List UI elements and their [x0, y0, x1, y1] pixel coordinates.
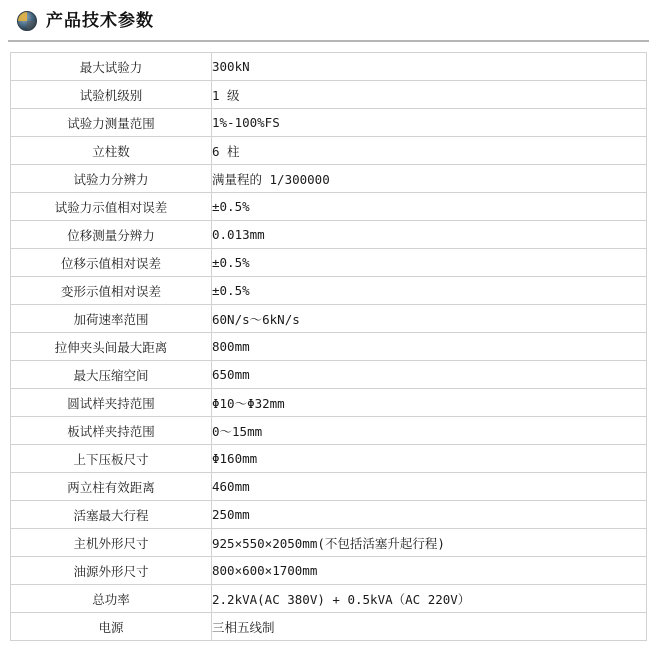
spec-value: 800×600×1700mm — [212, 557, 647, 585]
spec-label: 试验力示值相对误差 — [11, 193, 212, 221]
spec-value: 1%-100%FS — [212, 109, 647, 137]
sphere-bullet-icon — [16, 10, 38, 32]
spec-value: 250mm — [212, 501, 647, 529]
spec-value: 460mm — [212, 473, 647, 501]
table-row — [11, 81, 647, 109]
spec-label: 加荷速率范围 — [11, 305, 212, 333]
spec-value: Φ160mm — [212, 445, 647, 473]
table-row — [11, 137, 647, 165]
spec-value: 800mm — [212, 333, 647, 361]
page-title: 产品技术参数 — [46, 11, 154, 30]
table-row — [11, 473, 647, 501]
table-row — [11, 361, 647, 389]
table-row — [11, 109, 647, 137]
spec-value: 925×550×2050mm(不包括活塞升起行程) — [212, 529, 647, 557]
table-row — [11, 585, 647, 613]
spec-value: 2.2kVA(AC 380V) + 0.5kVA（AC 220V） — [212, 585, 647, 613]
table-row — [11, 221, 647, 249]
spec-label: 两立柱有效距离 — [11, 473, 212, 501]
table-row — [11, 53, 647, 81]
spec-value: ±0.5% — [212, 277, 647, 305]
spec-label: 主机外形尺寸 — [11, 529, 212, 557]
spec-label: 最大试验力 — [11, 53, 212, 81]
spec-value: 0.013mm — [212, 221, 647, 249]
table-row — [11, 193, 647, 221]
spec-value: 650mm — [212, 361, 647, 389]
spec-label: 变形示值相对误差 — [11, 277, 212, 305]
spec-label: 电源 — [11, 613, 212, 641]
spec-value: 0～15mm — [212, 417, 647, 445]
spec-value: Φ10～Φ32mm — [212, 389, 647, 417]
spec-value: 300kN — [212, 53, 647, 81]
spec-label: 位移测量分辨力 — [11, 221, 212, 249]
spec-label: 总功率 — [11, 585, 212, 613]
table-row — [11, 613, 647, 641]
table-row — [11, 529, 647, 557]
spec-label: 试验力测量范围 — [11, 109, 212, 137]
table-row — [11, 305, 647, 333]
spec-label: 上下压板尺寸 — [11, 445, 212, 473]
table-row — [11, 277, 647, 305]
spec-value: 60N/s～6kN/s — [212, 305, 647, 333]
spec-value: 1 级 — [212, 81, 647, 109]
spec-label: 活塞最大行程 — [11, 501, 212, 529]
spec-value: ±0.5% — [212, 249, 647, 277]
table-row — [11, 389, 647, 417]
spec-label: 试验力分辨力 — [11, 165, 212, 193]
spec-label: 立柱数 — [11, 137, 212, 165]
spec-value: 三相五线制 — [212, 613, 647, 641]
table-row — [11, 333, 647, 361]
spec-label: 油源外形尺寸 — [11, 557, 212, 585]
spec-value: 6 柱 — [212, 137, 647, 165]
table-row — [11, 165, 647, 193]
spec-table — [10, 52, 647, 641]
spec-value: 满量程的 1/300000 — [212, 165, 647, 193]
page-header — [8, 0, 649, 42]
spec-table-container — [10, 52, 647, 641]
spec-value: ±0.5% — [212, 193, 647, 221]
spec-table-body — [11, 53, 647, 641]
table-row — [11, 249, 647, 277]
table-row — [11, 557, 647, 585]
table-row — [11, 501, 647, 529]
spec-label: 板试样夹持范围 — [11, 417, 212, 445]
table-row — [11, 417, 647, 445]
spec-label: 拉伸夹头间最大距离 — [11, 333, 212, 361]
spec-label: 试验机级别 — [11, 81, 212, 109]
table-row — [11, 445, 647, 473]
spec-label: 位移示值相对误差 — [11, 249, 212, 277]
spec-label: 最大压缩空间 — [11, 361, 212, 389]
spec-label: 圆试样夹持范围 — [11, 389, 212, 417]
